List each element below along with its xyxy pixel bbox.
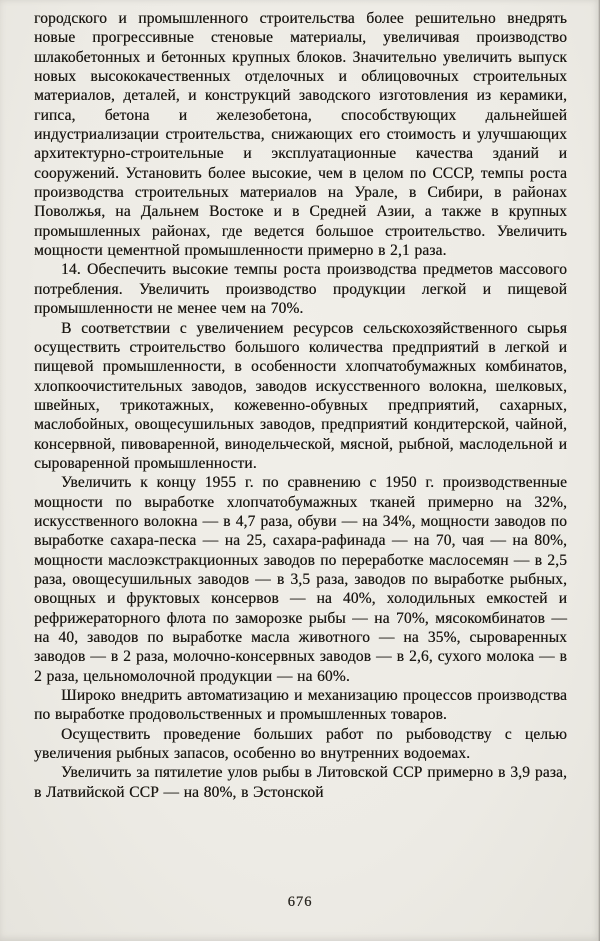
paragraph: 14. Обеспечить высокие темпы роста производства предметов массового потребления. Увеличить производство продукции легкой и пищевой промышленности не менее чем на 70%.	[34, 261, 567, 318]
paragraph: Увеличить за пятилетие улов рыбы в Литовской ССР примерно в 3,9 раза, в Латвийской ССР — на 80%, в Эстонской	[34, 764, 567, 801]
paragraph: Увеличить к концу 1955 г. по сравнению с 1950 г. производственные мощности по выработке хлопчатобумажных тканей примерно на 32%, искусственного волокна — в 4,7 раза, обуви — на 34%, мощности заводов по выработке сахара-песка — на 25, сахара-рафинада — на 70, чая — на 80%, мощности маслоэкстракционных заводов по переработке маслосемян — в 2,5 раза, овощесушильных заводов — в 3,5 раза, заводов по выработке рыбных, овощных и фруктовых консервов — на 40%, холодильных емкостей и рефрижераторного флота по заморозке рыбы — на 70%, мясокомбинатов — на 40, заводов по выработке масла животного — на 35%, сыроваренных заводов — в 2 раза, молочно-консервных заводов — в 2,6, сухого молока — в 2 раза, цельномолочной продукции — на 60%.	[34, 474, 567, 685]
text-block	[34, 9, 567, 802]
page-number: 676	[287, 894, 313, 910]
paragraph: городского и промышленного строительства более решительно внедрять новые прогрессивные стеновые материалы, увеличивая производство шлакобетонных и бетонных крупных блоков. Значительно увеличить выпуск новых высококачественных отделочных и облицовочных строительных материалов, деталей, и конструкций заводского изготовления из керамики, гипса, бетона и железобетона, способствующих дальнейшей индустриализации строительства, снижающих его стоимость и улучшающих архитектурно-строительные и эксплуатационные качества зданий и сооружений. Установить более высокие, чем в целом по СССР, темпы роста производства строительных материалов на Урале, в Сибири, в районах Поволжья, на Дальнем Востоке и в Средней Азии, а также в крупных промышленных районах, где ведется большое строительство. Увеличить мощности цементной промышленности примерно в 2,1 раза.	[34, 10, 567, 260]
paragraph: Широко внедрить автоматизацию и механизацию процессов производства по выработке продовольственных и промышленных товаров.	[34, 687, 567, 724]
paragraph: Осуществить проведение больших работ по рыбоводству с целью увеличения рыбных запасов, особенно во внутренних водоемах.	[34, 725, 567, 763]
paragraph: В соответствии с увеличением ресурсов сельскохозяйственного сырья осуществить строительство большого количества предприятий в легкой и пищевой промышленности, в особенности хлопчатобумажных комбинатов, хлопкоочистительных заводов, заводов искусственного волокна, шелковых, швейных, трикотажных, кожевенно-обувных предприятий, сахарных, маслобойных, овощесушильных заводов, предприятий кондитерской, чайной, консервной, пивоваренной, винодельческой, мясной, рыбной, маслодельной и сыроваренной промышленности.	[34, 319, 567, 472]
